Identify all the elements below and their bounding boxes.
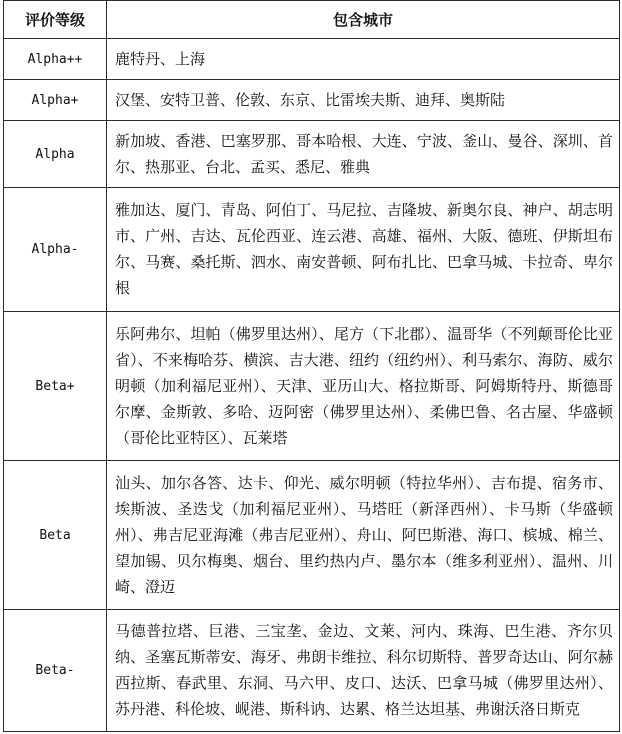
- cities-cell: 马德普拉塔、巨港、三宝垄、金边、文莱、河内、珠海、巴生港、齐尔贝纳、圣塞瓦斯蒂安、海牙、弗朗卡维拉、科尔切斯特、普罗奇达山、阿尔赫西拉斯、春武里、东洞、马六甲、皮口、达沃、巴拿马城（佛罗里达州）、苏丹港、科伦坡、岘港、斯科讷、达累、格兰达坦基、弗谢沃洛日斯克: [107, 610, 620, 732]
- table-row: [4, 610, 620, 732]
- cities-cell: 雅加达、厦门、青岛、阿伯丁、马尼拉、吉隆坡、新奥尔良、神户、胡志明市、广州、吉达、瓦伦西亚、连云港、高雄、福州、大阪、德班、伊斯坦布尔、马赛、桑托斯、泗水、南安普顿、阿布扎比、巴拿马城、卡拉奇、卑尔根: [107, 188, 620, 312]
- table-row: [4, 312, 620, 461]
- grade-cell: Alpha-: [4, 188, 107, 312]
- table-row: [4, 39, 620, 80]
- cities-cell: 汕头、加尔各答、达卡、仰光、威尔明顿（特拉华州）、吉布提、宿务市、埃斯波、圣迭戈（加利福尼亚州）、马塔旺（新泽西州）、卡马斯（华盛顿州）、弗吉尼亚海滩（弗吉尼亚州）、舟山、阿巴斯港、海口、槟城、棉兰、望加锡、贝尔梅奥、烟台、里约热内卢、墨尔本（维多利亚州）、温州、川崎、澄迈: [107, 461, 620, 610]
- grade-cell: Beta+: [4, 312, 107, 461]
- table-row: [4, 188, 620, 312]
- grade-cell: Beta-: [4, 610, 107, 732]
- cities-cell: 汉堡、安特卫普、伦敦、东京、比雷埃夫斯、迪拜、奥斯陆: [107, 80, 620, 121]
- city-rank-table: [3, 0, 620, 732]
- grade-cell: Alpha+: [4, 80, 107, 121]
- grade-cell: Alpha: [4, 121, 107, 188]
- cities-cell: 乐阿弗尔、坦帕（佛罗里达州）、尾方（下北郡）、温哥华（不列颠哥伦比亚省）、不来梅哈芬、横滨、吉大港、纽约（纽约州）、利马索尔、海防、威尔明顿（加利福尼亚州）、天津、亚历山大、格拉斯哥、阿姆斯特丹、斯德哥尔摩、金斯敦、多哈、迈阿密（佛罗里达州）、柔佛巴鲁、名古屋、华盛顿（哥伦比亚特区）、瓦莱塔: [107, 312, 620, 461]
- grade-cell: Alpha++: [4, 39, 107, 80]
- cities-cell: 新加坡、香港、巴塞罗那、哥本哈根、大连、宁波、釜山、曼谷、深圳、首尔、热那亚、台北、孟买、悉尼、雅典: [107, 121, 620, 188]
- table-header-row: [4, 1, 620, 39]
- table-row: [4, 80, 620, 121]
- header-grade: 评价等级: [4, 1, 107, 39]
- table-row: [4, 121, 620, 188]
- grade-cell: Beta: [4, 461, 107, 610]
- cities-cell: 鹿特丹、上海: [107, 39, 620, 80]
- table-row: [4, 461, 620, 610]
- header-cities: 包含城市: [107, 1, 620, 39]
